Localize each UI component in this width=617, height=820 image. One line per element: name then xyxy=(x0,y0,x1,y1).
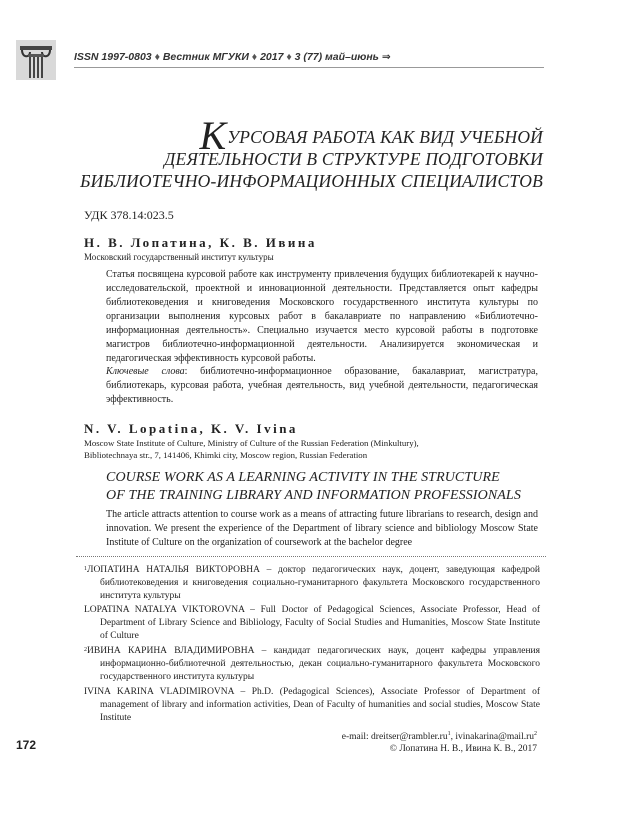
footnote-separator xyxy=(76,556,546,557)
abstract-ru: Статья посвящена курсовой работе как инструменту привлечения будущих библиотекарей к научно-исследовательской, проектной и инновационной деятельности. Представляется опыт кафедры библиотековедения и книговедения Московского государственного института культуры по организации выполнения курсовых работ в бакалавриате по направлению «Библиотечно-информационная деятельность». Специально изучается место курсовой работы в подготовке магистров библиотечно-информационной деятельности. Анализируется экономическая и педагогическая эффективность курсовой работы. xyxy=(106,269,538,364)
keywords-text: : библиотечно-информационное образование, бакалавриат, магистратура, библиотекарь, курсовая работа, учебная деятельность, вид учебной деятельности, педагогическая эффективность. xyxy=(106,366,538,405)
institution-en xyxy=(84,437,544,461)
institution-en-line-1: Moscow State Institute of Culture, Ministry of Culture of the Russian Federation (Minkultury), xyxy=(84,438,419,448)
email-mark-2: 2 xyxy=(534,731,537,737)
email-line xyxy=(342,731,537,742)
page-number: 172 xyxy=(16,738,37,752)
issn: ISSN 1997-0803 xyxy=(74,51,152,63)
footnote-1-text: ЛОПАТИНА НАТАЛЬЯ ВИКТОРОВНА – доктор педагогических наук, доцент, заведующая кафедрой библиотековедения и книговедения социально-гуманитарного факультета Московского государственного института культуры xyxy=(87,565,540,601)
email-mark-1: 1 xyxy=(447,731,451,737)
footnote-mark: 1 xyxy=(84,566,87,572)
footnote-2-en xyxy=(84,686,540,725)
running-header xyxy=(74,51,391,63)
title-en-line-2: OF THE TRAINING LIBRARY AND INFORMATION PROFESSIONALS xyxy=(106,488,521,503)
article-title-en xyxy=(106,469,521,505)
footnote-1 xyxy=(84,564,540,603)
journal-name: Вестник МГУКИ xyxy=(162,51,249,63)
footnote-2-en-text: IVINA KARINA VLADIMIROVNA – Ph.D. (Pedagogical Sciences), Associate Professor of Department of management of library and information activities, Dean of Faculty of humanities and social studies, Moscow State Institute xyxy=(84,687,540,723)
issue: 3 (77) май–июнь xyxy=(294,51,379,63)
footnote-1-en-text: LOPATINA NATALYA VIKTOROVNA – Full Doctor of Pedagogical Sciences, Associate Professor, Head of Department of Library Science and Bibliology, Faculty of Social Studies and Humanities, Moscow State Institute of Culture xyxy=(84,605,540,641)
title-line-1-text: УРСОВАЯ РАБОТА КАК ВИД УЧЕБНОЙ xyxy=(227,127,543,147)
header-rule xyxy=(74,67,544,68)
title-initial: К xyxy=(199,113,227,158)
keywords-label: Ключевые слова xyxy=(106,366,185,377)
title-en-line-1: COURSE WORK AS A LEARNING ACTIVITY IN THE STRUCTURE xyxy=(106,470,500,485)
keywords-ru xyxy=(106,365,538,407)
authors-en: N. V. Lopatina, K. V. Ivina xyxy=(84,421,298,436)
header-separator: ♦ xyxy=(251,51,258,63)
journal-logo xyxy=(16,40,56,80)
title-line-1 xyxy=(80,113,543,158)
email-text-2: , ivinakarina@mail.ru xyxy=(450,732,534,743)
year: 2017 xyxy=(260,51,284,63)
title-line-3: БИБЛИОТЕЧНО-ИНФОРМАЦИОННЫХ СПЕЦИАЛИСТОВ xyxy=(80,171,543,191)
footnote-2-text: ИВИНА КАРИНА ВЛАДИМИРОВНА – кандидат педагогических наук, доцент кафедры управления информационно-библиотечной деятельностью, декан социально-гуманитарного факультета Московского государственного института культуры xyxy=(87,646,540,682)
email-text-1: e-mail: dreitser@rambler.ru xyxy=(341,732,448,743)
footnote-mark: 2 xyxy=(84,647,87,653)
header-separator: ♦ xyxy=(154,51,160,63)
footnote-2 xyxy=(84,645,540,684)
copyright: © Лопатина Н. В., Ивина К. В., 2017 xyxy=(389,744,537,754)
next-arrow-icon: ⇒ xyxy=(381,51,391,63)
article-title xyxy=(80,113,543,192)
udk-code: УДК 378.14:023.5 xyxy=(84,208,174,222)
title-line-2: ДЕЯТЕЛЬНОСТИ В СТРУКТУРЕ ПОДГОТОВКИ xyxy=(164,149,543,169)
footnote-1-en xyxy=(84,604,540,643)
institution-en-line-2: Bibliotechnaya str., 7, 141406, Khimki city, Moscow region, Russian Federation xyxy=(84,450,368,460)
institution-ru: Московский государственный институт культуры xyxy=(84,252,274,262)
abstract-en: The article attracts attention to course work as a means of attracting future librarians to research, design and innovation. We present the experience of the Department of library science and bibliology Moscow State Institute of Culture on the organization of coursework at the bachelor degree xyxy=(106,509,538,548)
authors-ru: Н. В. Лопатина, К. В. Ивина xyxy=(84,235,317,250)
header-separator: ♦ xyxy=(286,51,292,63)
